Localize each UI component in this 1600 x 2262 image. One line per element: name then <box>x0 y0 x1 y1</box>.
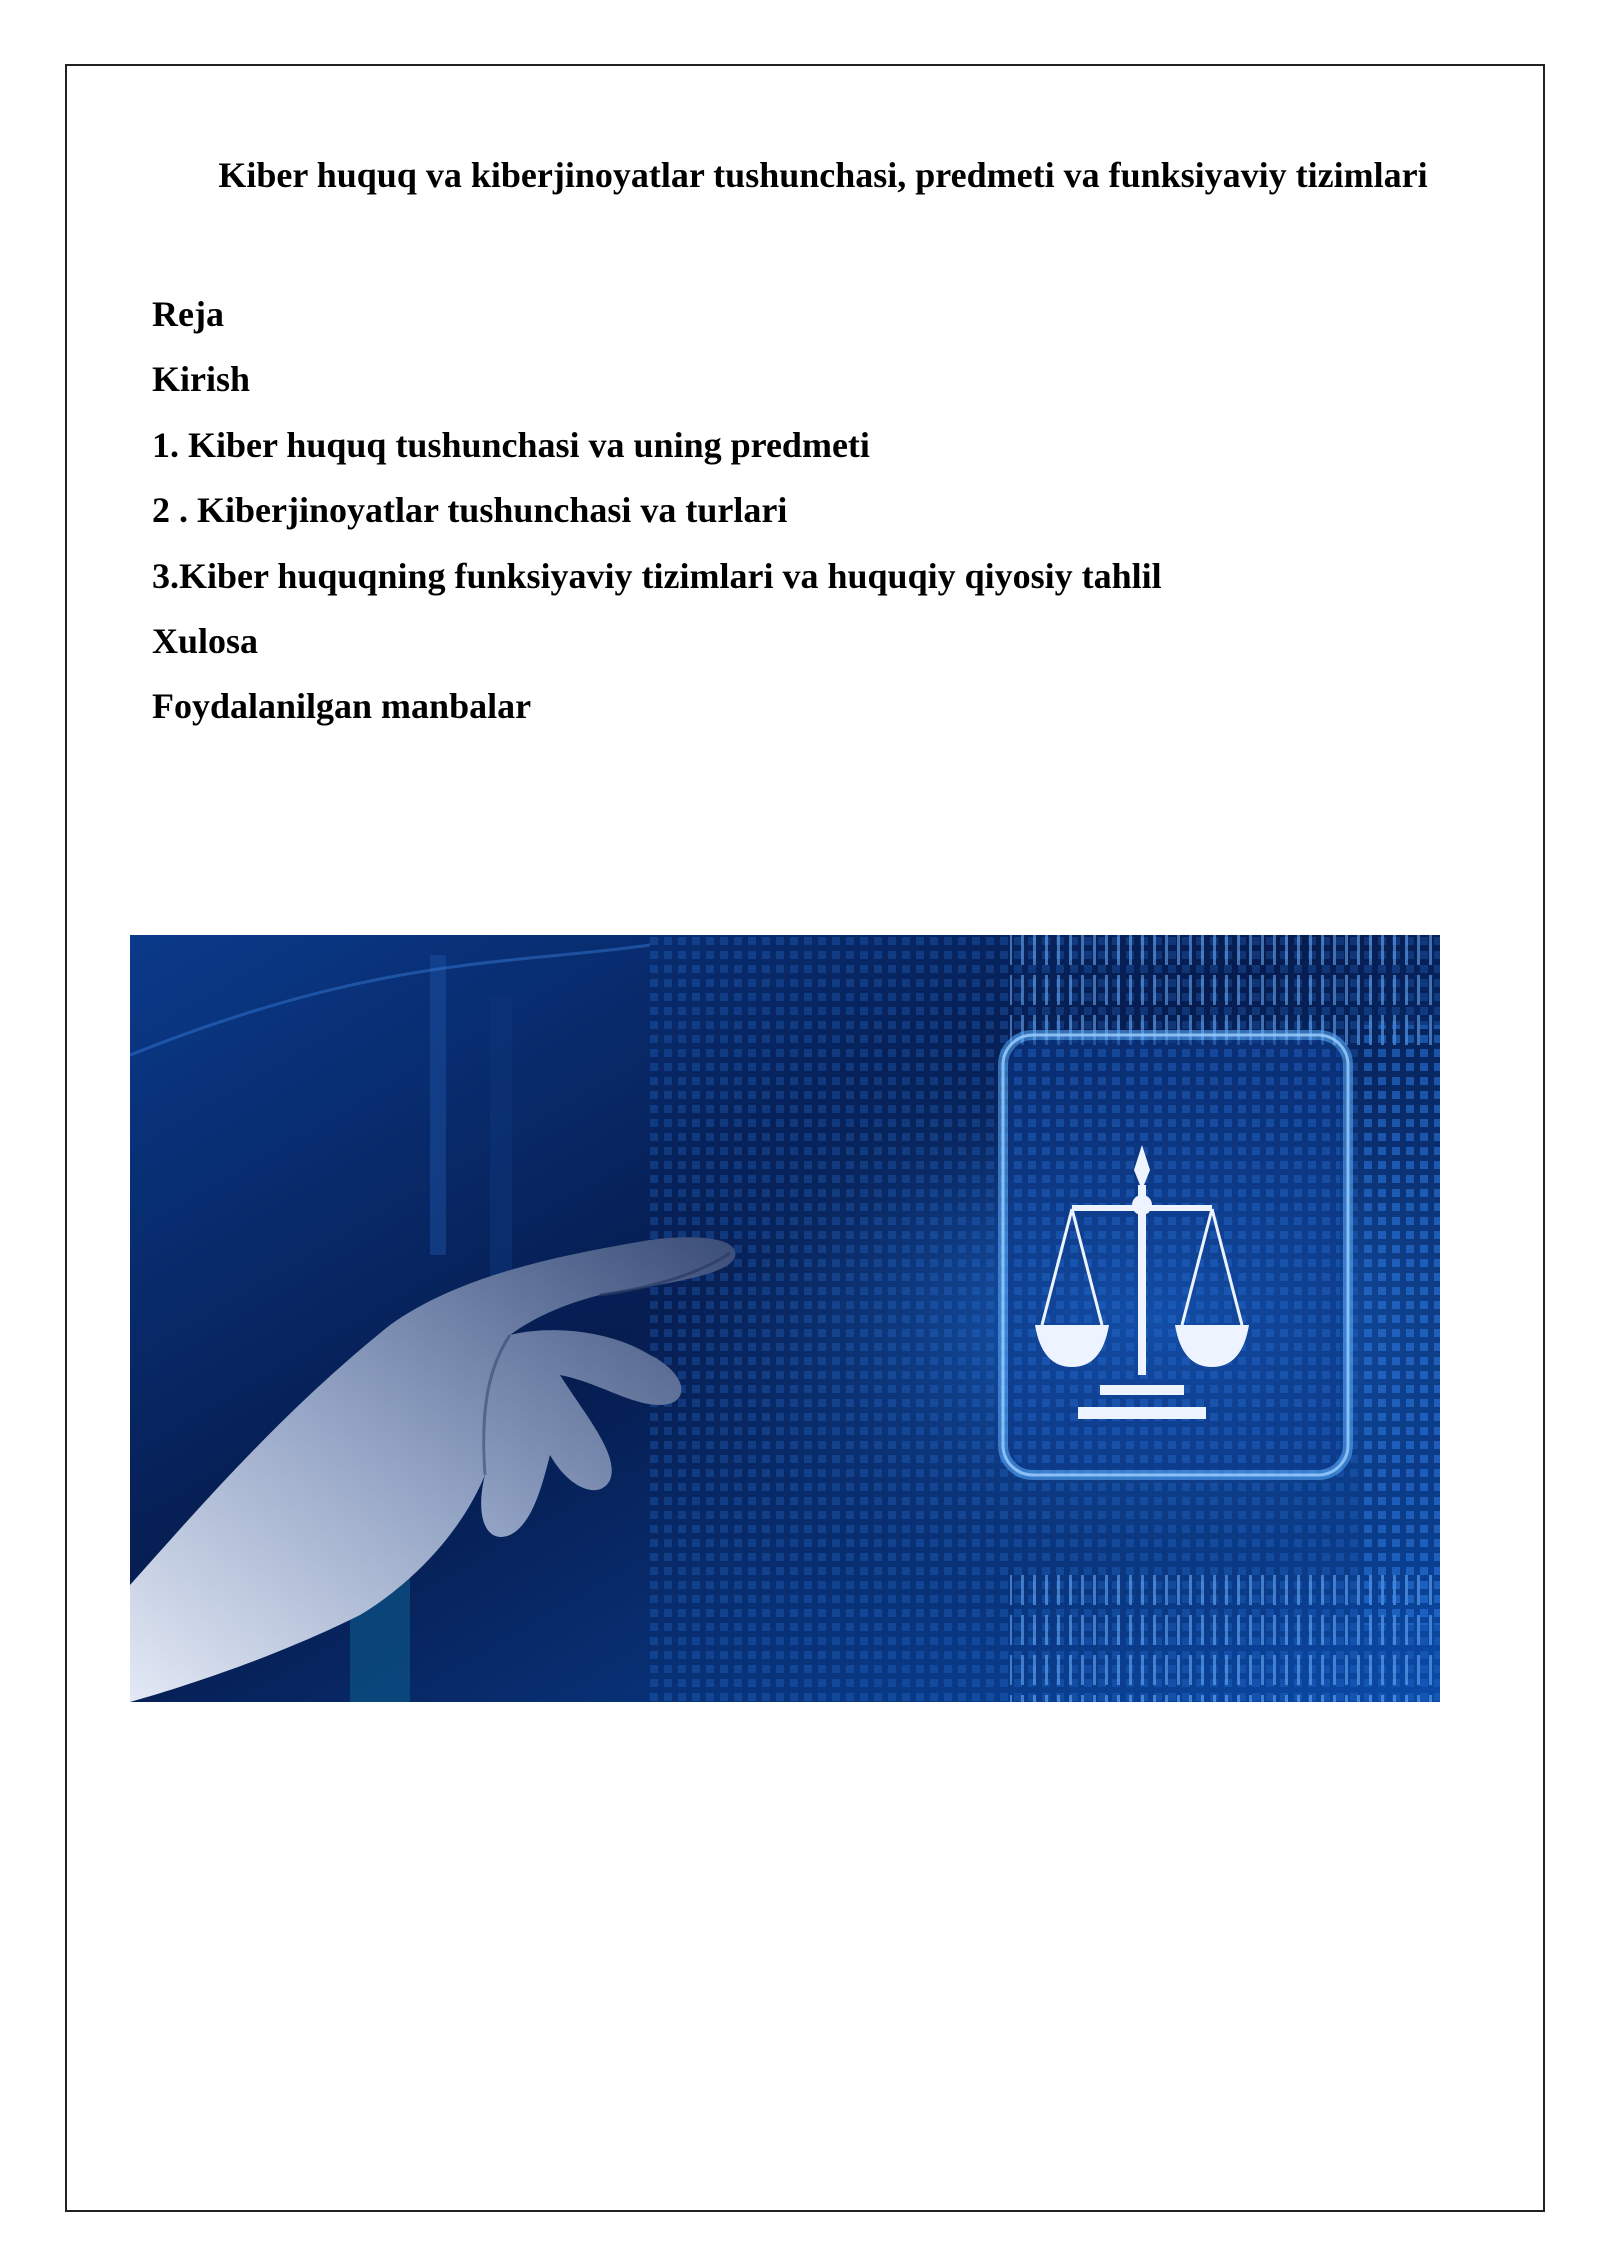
plan-heading: Reja <box>152 294 224 334</box>
plan-item-3: 3.Kiber huquqning funksiyaviy tizimlari va huquqiy qiyosiy tahlil <box>152 555 1162 596</box>
cyber-law-illustration <box>130 935 1440 1702</box>
illustration-graphic <box>130 935 1440 1702</box>
plan-item-1: 1. Kiber huquq tushunchasi va uning predmeti <box>152 424 870 465</box>
document-title: Kiber huquq va kiberjinoyatlar tushunchasi, predmeti va funksiyaviy tizimlari <box>218 155 1428 195</box>
plan-item-2: 2 . Kiberjinoyatlar tushunchasi va turlari <box>152 490 788 531</box>
plan-item-introduction: Kirish <box>152 359 251 400</box>
plan-item-sources: Foydalanilgan manbalar <box>152 686 532 727</box>
scales-of-justice-icon <box>1003 1035 1348 1475</box>
plan-list <box>152 282 1162 740</box>
plan-item-conclusion: Xulosa <box>152 621 259 662</box>
